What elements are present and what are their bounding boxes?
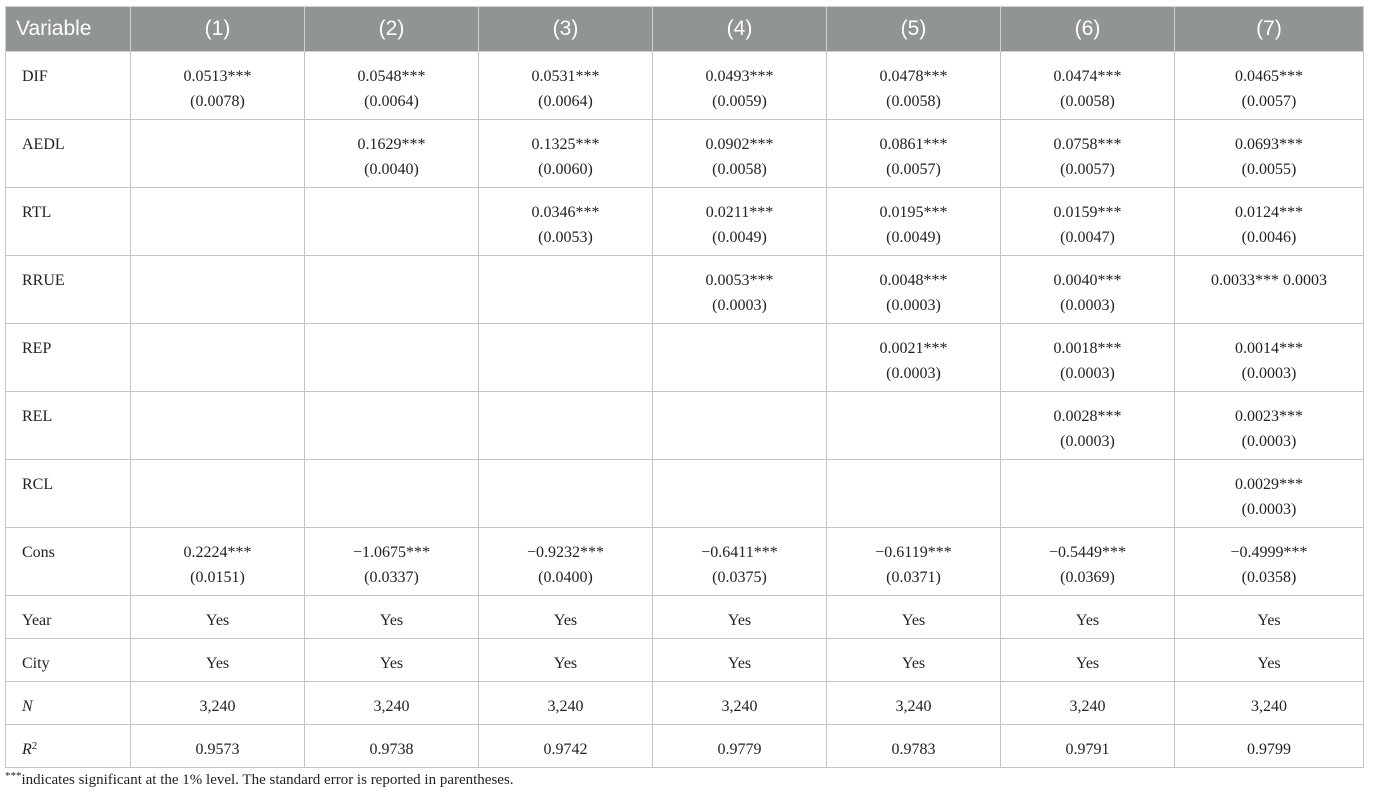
column-header: (1) [131,7,305,52]
table-cell: Yes [131,639,305,682]
standard-error: (0.0057) [1241,93,1297,110]
table-cell [131,52,305,120]
table-cell [1001,392,1175,460]
standard-error: (0.0003) [1060,297,1115,314]
table-cell [305,256,479,324]
row-label: RRUE [6,256,131,324]
standard-error: (0.0059) [712,93,767,110]
coefficient: 0.0465*** [1235,68,1303,85]
table-cell [131,392,305,460]
standard-error: (0.0060) [538,161,593,178]
table-row [6,392,1364,460]
table-cell: Yes [305,639,479,682]
table-cell: Yes [305,596,479,639]
table-cell: Yes [827,639,1001,682]
footnote-text: indicates significant at the 1% level. The standard error is reported in parentheses. [21,772,514,788]
table-cell [1175,460,1364,528]
table-cell [479,52,653,120]
standard-error: (0.0064) [538,93,593,110]
standard-error: (0.0058) [1060,93,1115,110]
table-cell: Yes [827,596,1001,639]
table-cell: 3,240 [653,682,827,725]
superscript: 2 [31,740,38,752]
table-cell [653,324,827,392]
coefficient: 0.0021*** [879,340,948,357]
table-cell [827,460,1001,528]
table-cell [131,256,305,324]
table-cell [827,188,1001,256]
row-label: DIF [6,52,131,120]
table-row [6,120,1364,188]
row-label-text: N [22,698,33,715]
standard-error: (0.0064) [364,93,419,110]
table-cell [479,256,653,324]
coefficient: −0.6411*** [701,544,778,561]
row-label [6,725,131,768]
row-label: Cons [6,528,131,596]
table-cell [1001,256,1175,324]
row-label-text: City [22,655,50,672]
coefficient: 0.0758*** [1053,136,1122,153]
standard-error: (0.0057) [1060,161,1115,178]
table-cell: 0.9799 [1175,725,1364,768]
table-cell [1001,52,1175,120]
standard-error: (0.0057) [886,161,941,178]
table-cell [1175,120,1364,188]
table-cell [653,256,827,324]
table-cell [827,256,1001,324]
coefficient: 0.0124*** [1235,204,1303,221]
table-cell: Yes [479,639,653,682]
table-cell: Yes [653,596,827,639]
coefficient: 0.2224*** [183,544,252,561]
table-cell [131,528,305,596]
row-label-text: R [22,741,32,758]
table-cell [1001,188,1175,256]
table-cell [479,460,653,528]
row-label: AEDL [6,120,131,188]
table-cell [305,52,479,120]
coefficient: 0.0548*** [357,68,426,85]
table-cell: 0.9783 [827,725,1001,768]
table-cell: Yes [1175,596,1364,639]
table-cell: Yes [131,596,305,639]
table-cell [131,460,305,528]
table-cell [479,528,653,596]
standard-error: (0.0003) [886,297,941,314]
table-cell [653,528,827,596]
standard-error: (0.0053) [538,229,593,246]
standard-error: (0.0003) [1060,365,1115,382]
coefficient: −0.5449*** [1048,544,1127,561]
coefficient: 0.0033*** 0.0003 [1211,272,1327,289]
table-cell: 0.9742 [479,725,653,768]
standard-error: (0.0040) [364,161,419,178]
coefficient: −0.9232*** [526,544,605,561]
table-row [6,682,1364,725]
table-cell: 3,240 [827,682,1001,725]
table-cell [653,188,827,256]
table-cell: Yes [479,596,653,639]
table-cell [827,120,1001,188]
table-cell [305,188,479,256]
standard-error: (0.0003) [1241,433,1297,450]
table-cell [131,188,305,256]
standard-error: (0.0003) [886,365,941,382]
table-cell: Yes [1001,596,1175,639]
table-cell: 0.9573 [131,725,305,768]
table-cell [827,324,1001,392]
standard-error: (0.0047) [1060,229,1115,246]
table-cell [305,528,479,596]
coefficient: 0.0195*** [879,204,948,221]
standard-error: (0.0058) [886,93,941,110]
column-header: (4) [653,7,827,52]
table-cell [1175,528,1364,596]
standard-error: (0.0400) [538,569,593,586]
column-header: (7) [1175,7,1364,52]
coefficient: 0.0040*** [1053,272,1122,289]
column-header: (3) [479,7,653,52]
table-row [6,639,1364,682]
coefficient: 0.0861*** [879,136,948,153]
coefficient: 0.0513*** [183,68,252,85]
coefficient: 0.0346*** [531,204,600,221]
table-cell [653,460,827,528]
standard-error: (0.0369) [1060,569,1115,586]
table-row [6,324,1364,392]
standard-error: (0.0046) [1241,229,1297,246]
table-cell [1001,528,1175,596]
header-row [6,7,1364,52]
coefficient: 0.0048*** [879,272,948,289]
table-cell [305,324,479,392]
table-cell [305,392,479,460]
coefficient: 0.0053*** [705,272,774,289]
standard-error: (0.0049) [712,229,767,246]
coefficient: 0.0478*** [879,68,948,85]
column-header: (2) [305,7,479,52]
coefficient: 0.0014*** [1235,340,1303,357]
row-label-text: Year [22,612,52,629]
table-cell: Yes [1175,639,1364,682]
table-row [6,188,1364,256]
table-row [6,256,1364,324]
row-label: RCL [6,460,131,528]
coefficient: 0.0028*** [1053,408,1122,425]
row-label: REP [6,324,131,392]
row-label [6,682,131,725]
table-cell [827,528,1001,596]
coefficient: 0.0159*** [1053,204,1122,221]
variable-column-header: Variable [6,7,131,52]
row-label: RTL [6,188,131,256]
table-footnote [5,772,514,789]
table-cell [1001,120,1175,188]
standard-error: (0.0003) [1241,365,1297,382]
table-cell [653,52,827,120]
coefficient: −1.0675*** [352,544,431,561]
table-cell: 0.9791 [1001,725,1175,768]
standard-error: (0.0049) [886,229,941,246]
coefficient: −0.4999*** [1230,544,1308,561]
coefficient: 0.0474*** [1053,68,1122,85]
table-cell [1001,460,1175,528]
row-label [6,639,131,682]
table-row [6,460,1364,528]
standard-error: (0.0371) [886,569,941,586]
table-cell [479,392,653,460]
standard-error: (0.0003) [1060,433,1115,450]
standard-error: (0.0337) [364,569,419,586]
column-header: (6) [1001,7,1175,52]
table-cell [131,120,305,188]
table-cell: 3,240 [1001,682,1175,725]
table-cell [1175,324,1364,392]
table-cell [479,120,653,188]
table-cell [1001,324,1175,392]
table-cell [479,188,653,256]
table-cell: 3,240 [131,682,305,725]
table-row [6,52,1364,120]
significance-marker: *** [5,770,22,782]
table-cell [653,392,827,460]
table-cell [653,120,827,188]
coefficient: 0.0493*** [705,68,774,85]
coefficient: 0.0029*** [1235,476,1303,493]
coefficient: −0.6119*** [875,544,952,561]
table-cell: Yes [653,639,827,682]
table-cell: 3,240 [479,682,653,725]
table-cell [1175,52,1364,120]
standard-error: (0.0078) [190,93,245,110]
table-row [6,725,1364,768]
coefficient: 0.0902*** [705,136,774,153]
table-cell [1175,256,1364,324]
coefficient: 0.0211*** [705,204,774,221]
standard-error: (0.0151) [190,569,245,586]
standard-error: (0.0375) [712,569,767,586]
standard-error: (0.0003) [1241,501,1297,518]
coefficient: 0.0693*** [1235,136,1303,153]
standard-error: (0.0358) [1241,569,1297,586]
standard-error: (0.0055) [1241,161,1297,178]
table-cell [305,460,479,528]
coefficient: 0.1629*** [357,136,426,153]
regression-table [5,6,1364,768]
table-cell [1175,392,1364,460]
table-cell [827,392,1001,460]
row-label: REL [6,392,131,460]
column-header: (5) [827,7,1001,52]
coefficient: 0.0023*** [1235,408,1303,425]
standard-error: (0.0003) [712,297,767,314]
standard-error: (0.0058) [712,161,767,178]
table-cell: 3,240 [305,682,479,725]
row-label [6,596,131,639]
table-cell [1175,188,1364,256]
table-cell: 0.9738 [305,725,479,768]
table-cell [479,324,653,392]
coefficient: 0.0018*** [1053,340,1122,357]
table-row [6,528,1364,596]
table-cell [305,120,479,188]
table-cell: 0.9779 [653,725,827,768]
table-cell [827,52,1001,120]
coefficient: 0.0531*** [531,68,600,85]
coefficient: 0.1325*** [531,136,600,153]
table-body [6,52,1364,768]
table-cell: Yes [1001,639,1175,682]
table-cell [131,324,305,392]
table-row [6,596,1364,639]
table-cell: 3,240 [1175,682,1364,725]
